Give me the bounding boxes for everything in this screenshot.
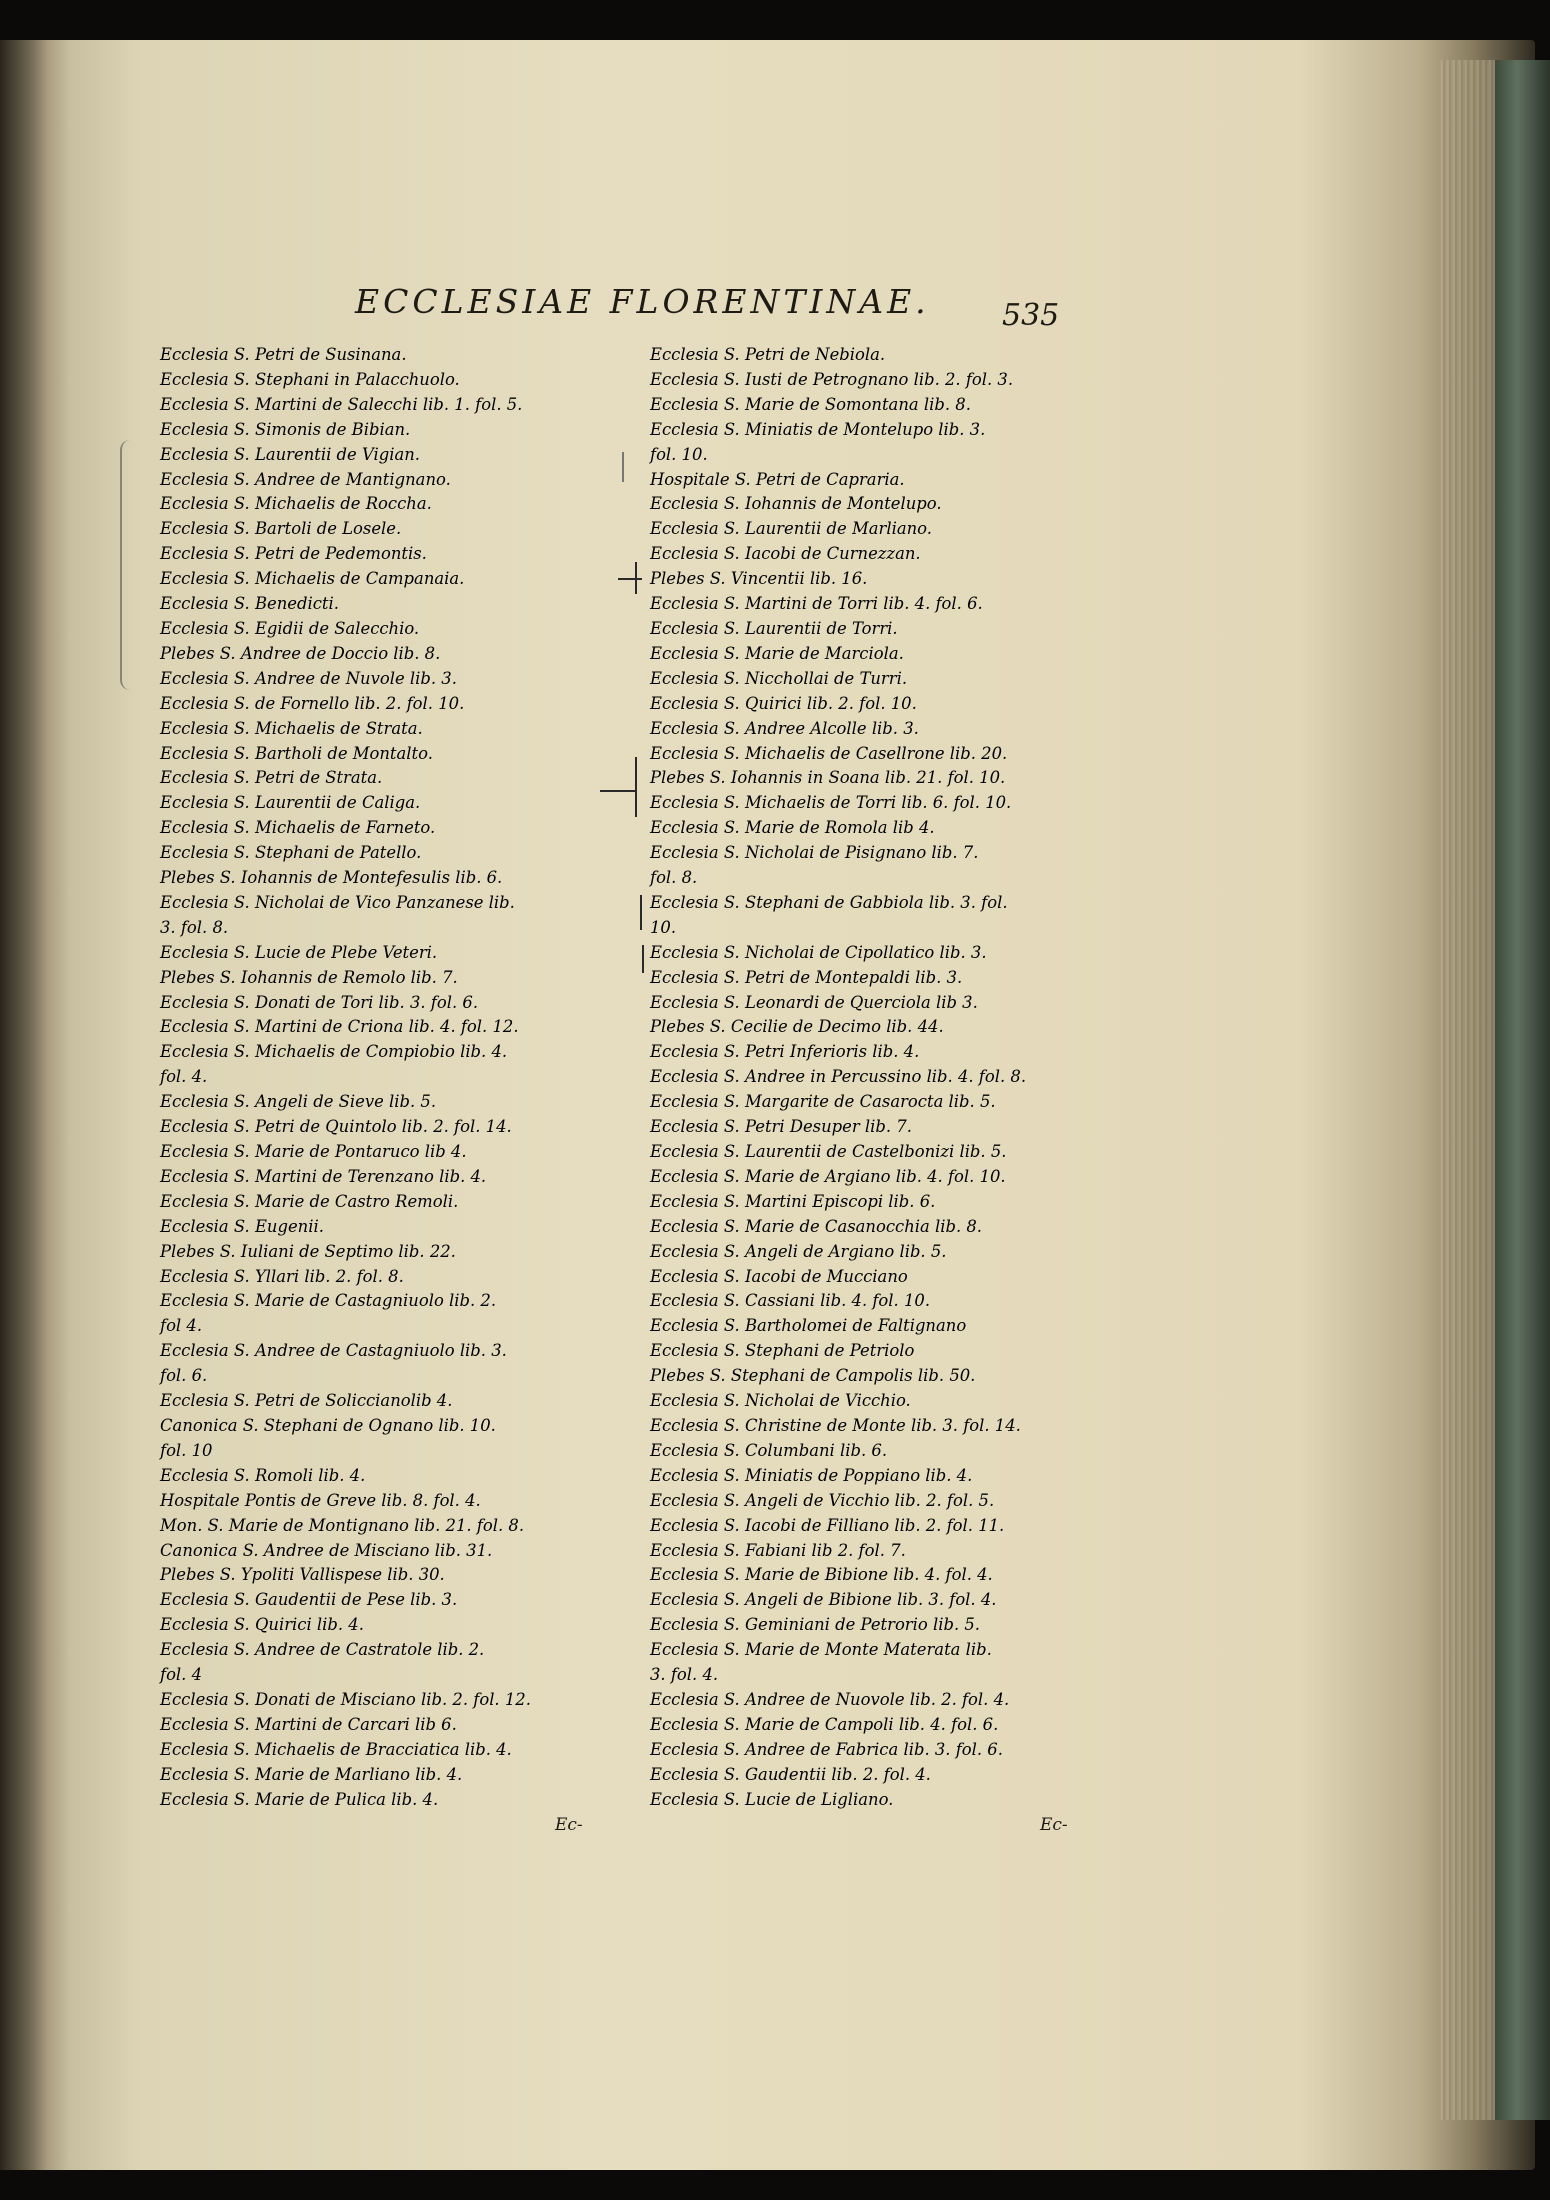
register-entry: Ecclesia S. Nicholai de Cipollatico lib. 3. [650,942,987,962]
register-entry: Ecclesia S. Bartoli de Losele. [160,519,402,539]
margin-mark [618,578,642,580]
register-entry: Ecclesia S. Marie de Marciola. [650,643,904,663]
register-entry: Ecclesia S. Lucie de Plebe Veteri. [160,942,438,962]
register-entry: Ecclesia S. Benedicti. [160,594,339,614]
register-entry: Ecclesia S. Gaudentii de Pese lib. 3. [160,1590,458,1610]
register-entry: Ecclesia S. Donati de Tori lib. 3. fol. 6. [160,992,479,1012]
register-entry: Ecclesia S. Iacobi de Curnezzan. [650,544,921,564]
register-entry: Plebes S. Iohannis de Montefesulis lib. 6. [160,868,503,888]
register-entry: Ecclesia S. Miniatis de Poppiano lib. 4. [650,1465,973,1485]
margin-mark [635,757,637,817]
register-entry: Plebes S. Cecilie de Decimo lib. 44. [650,1017,944,1037]
register-entry: Ecclesia S. Stephani in Palacchuolo. [160,369,460,389]
register-entry: Ecclesia S. Marie de Romola lib 4. [650,818,935,838]
register-entry: Ecclesia S. Iacobi de Filliano lib. 2. fol. 11. [650,1515,1005,1535]
register-entry: fol. 8. [650,868,698,888]
register-entry: fol. 10. [650,444,708,464]
register-entry: Plebes S. Iohannis de Remolo lib. 7. [160,967,458,987]
register-entry: Ecclesia S. Iacobi de Mucciano [650,1266,908,1286]
register-entry: Ecclesia S. Simonis de Bibian. [160,419,411,439]
register-entry: Ecclesia S. Marie de Casanocchia lib. 8. [650,1216,983,1236]
register-entry: 3. fol. 8. [160,917,229,937]
register-entry: Plebes S. Iuliani de Septimo lib. 22. [160,1241,456,1261]
register-entry: Ecclesia S. Yllari lib. 2. fol. 8. [160,1266,404,1286]
register-entry: Ecclesia S. Andree de Mantignano. [160,469,451,489]
margin-pencil-bracket [120,440,134,690]
register-entry: Ecclesia S. Michaelis de Campanaia. [160,569,465,589]
register-entry: Ecclesia S. Marie de Pulica lib. 4. [160,1789,439,1809]
register-entry: Ecclesia S. Marie de Castagniuolo lib. 2. [160,1291,497,1311]
register-entry: Ecclesia S. Marie de Argiano lib. 4. fol. 10. [650,1166,1006,1186]
register-entry: Ecclesia S. Martini Episcopi lib. 6. [650,1191,936,1211]
register-entry: Ecclesia S. Marie de Monte Materata lib. [650,1640,992,1660]
page-header: ECCLESIAE FLORENTINAE. [355,282,930,321]
register-entry: Ecclesia S. Andree in Percussino lib. 4. fol. 8. [650,1067,1027,1087]
register-entry: Ecclesia S. Nicholai de Vicchio. [650,1391,911,1411]
register-entry: Ecclesia S. Petri de Pedemontis. [160,544,427,564]
register-entry: Ecclesia S. Laurentii de Torri. [650,618,898,638]
register-entry: Ecclesia S. Quirici lib. 2. fol. 10. [650,693,917,713]
register-entry: Ecclesia S. Petri de Quintolo lib. 2. fol. 14. [160,1117,512,1137]
register-entry: Canonica S. Andree de Misciano lib. 31. [160,1540,493,1560]
register-entry: Canonica S. Stephani de Ognano lib. 10. [160,1415,496,1435]
register-entry: Ecclesia S. Donati de Misciano lib. 2. fol. 12. [160,1689,531,1709]
register-entry: Ecclesia S. Stephani de Petriolo [650,1341,915,1361]
register-entry: Ecclesia S. Romoli lib. 4. [160,1465,366,1485]
register-entry: Ecclesia S. Quirici lib. 4. [160,1615,364,1635]
register-entry: Plebes S. Andree de Doccio lib. 8. [160,643,441,663]
register-entry: fol. 6. [160,1366,208,1386]
register-entry: Ecclesia S. Petri de Strata. [160,768,383,788]
register-entry: Ecclesia S. Michaelis de Compiobio lib. 4. [160,1042,508,1062]
register-entry: Ecclesia S. Martini de Carcari lib 6. [160,1714,457,1734]
register-entry: Ecclesia S. Andree de Fabrica lib. 3. fol. 6. [650,1739,1003,1759]
register-entry: Ecclesia S. Andree Alcolle lib. 3. [650,718,919,738]
register-entry: Ecclesia S. Michaelis de Casellrone lib. 20. [650,743,1008,763]
register-entry: Ecclesia S. Iusti de Petrognano lib. 2. fol. 3. [650,369,1014,389]
register-entry: Ecclesia S. Nicholai de Pisignano lib. 7. [650,843,979,863]
register-entry: Ecclesia S. Fabiani lib 2. fol. 7. [650,1540,906,1560]
register-entry: Ecclesia S. Marie de Somontana lib. 8. [650,394,971,414]
register-entry: Ecclesia S. Nicholai de Vico Panzanese lib. [160,892,515,912]
left-column [160,343,660,1812]
register-entry: Plebes S. Vincentii lib. 16. [650,569,868,589]
book-gutter [0,40,48,2170]
margin-mark [600,790,636,792]
register-entry: Ecclesia S. Michaelis de Strata. [160,718,423,738]
register-entry: Ecclesia S. Nicchollai de Turri. [650,668,908,688]
register-entry: Ecclesia S. Andree de Nuovole lib. 2. fol. 4. [650,1689,1010,1709]
right-column [650,343,1105,1812]
book-cover-edge [1495,60,1550,2120]
register-entry: Ecclesia S. Marie de Pontaruco lib 4. [160,1142,467,1161]
register-entry: Ecclesia S. Columbani lib. 6. [650,1440,888,1460]
register-entry: Ecclesia S. Laurentii de Castelbonizi lib. 5. [650,1142,1007,1161]
register-entry: Ecclesia S. Angeli de Sieve lib. 5. [160,1092,437,1112]
register-entry: Ecclesia S. Miniatis de Montelupo lib. 3. [650,419,986,439]
register-entry: Plebes S. Stephani de Campolis lib. 50. [650,1366,976,1386]
register-entry: Ecclesia S. Bartholi de Montalto. [160,743,433,763]
margin-mark [622,452,624,482]
register-entry: Ecclesia S. Geminiani de Petrorio lib. 5. [650,1615,980,1635]
register-entry: Ecclesia S. Martini de Torri lib. 4. fol. 6. [650,594,983,614]
register-entry: Ecclesia S. Lucie de Ligliano. [650,1789,894,1809]
margin-mark [642,945,644,973]
register-entry: Ecclesia S. Laurentii de Caliga. [160,793,421,813]
register-entry: Ecclesia S. Laurentii de Vigian. [160,444,421,464]
register-entry: Ecclesia S. Marie de Bibione lib. 4. fol. 4. [650,1565,993,1585]
register-entry: Ecclesia S. Andree de Castratole lib. 2. [160,1640,485,1660]
register-entry: fol. 10 [160,1440,213,1460]
register-entry: Ecclesia S. Petri de Susinana. [160,345,407,364]
register-entry: Ecclesia S. Marie de Castro Remoli. [160,1191,459,1211]
register-entry: Ecclesia S. Eugenii. [160,1216,324,1236]
register-entry: Ecclesia S. Martini de Terenzano lib. 4. [160,1166,487,1186]
register-entry: Mon. S. Marie de Montignano lib. 21. fol. 8. [160,1515,525,1535]
register-entry: Ecclesia S. Martini de Criona lib. 4. fol. 12. [160,1017,519,1037]
register-entry: 3. fol. 4. [650,1665,719,1685]
register-entry: Hospitale Pontis de Greve lib. 8. fol. 4. [160,1490,481,1510]
register-entry: Ecclesia S. Petri Inferioris lib. 4. [650,1042,920,1062]
register-entry: Ecclesia S. Michaelis de Bracciatica lib. 4. [160,1739,512,1759]
register-entry: fol 4. [160,1316,203,1336]
register-entry: Ecclesia S. Stephani de Gabbiola lib. 3. fol. [650,892,1008,912]
register-entry: Ecclesia S. Petri Desuper lib. 7. [650,1117,912,1137]
register-entry: Ecclesia S. Gaudentii lib. 2. fol. 4. [650,1764,931,1784]
register-entry: Ecclesia S. Petri de Nebiola. [650,345,886,364]
register-entry: Ecclesia S. Angeli de Bibione lib. 3. fol. 4. [650,1590,997,1610]
register-entry: fol. 4 [160,1665,203,1685]
register-entry: Ecclesia S. Martini de Salecchi lib. 1. fol. 5. [160,394,523,414]
register-entry: 10. [650,917,677,937]
register-entry: Ecclesia S. Petri de Montepaldi lib. 3. [650,967,963,987]
register-entry: Ecclesia S. Angeli de Argiano lib. 5. [650,1241,947,1261]
register-entry: Hospitale S. Petri de Capraria. [650,469,905,489]
register-entry: Ecclesia S. Michaelis de Roccha. [160,494,432,514]
register-entry: Ecclesia S. Marie de Marliano lib. 4. [160,1764,463,1784]
register-entry: Ecclesia S. Christine de Monte lib. 3. fol. 14. [650,1415,1021,1435]
register-entry: Ecclesia S. de Fornello lib. 2. fol. 10. [160,693,465,713]
register-entry: Ecclesia S. Cassiani lib. 4. fol. 10. [650,1291,931,1311]
register-entry: Ecclesia S. Marie de Campoli lib. 4. fol. 6. [650,1714,999,1734]
register-entry: Ecclesia S. Egidii de Salecchio. [160,618,420,638]
register-entry: Ecclesia S. Leonardi de Querciola lib 3. [650,992,978,1012]
register-entry: fol. 4. [160,1067,208,1087]
catchword-right: Ec- [1040,1815,1068,1835]
catchword-left: Ec- [555,1815,583,1835]
register-entry: Ecclesia S. Angeli de Vicchio lib. 2. fol. 5. [650,1490,995,1510]
register-entry: Ecclesia S. Andree de Nuvole lib. 3. [160,668,457,688]
register-entry: Ecclesia S. Petri de Soliccianolib 4. [160,1391,453,1411]
register-entry: Plebes S. Ypoliti Vallispese lib. 30. [160,1565,445,1585]
register-entry: Ecclesia S. Laurentii de Marliano. [650,519,932,539]
page-number: 535 [1002,298,1060,333]
register-entry: Ecclesia S. Bartholomei de Faltignano [650,1316,967,1336]
register-entry: Ecclesia S. Stephani de Patello. [160,843,422,863]
register-entry: Plebes S. Iohannis in Soana lib. 21. fol. 10. [650,768,1006,788]
register-entry: Ecclesia S. Iohannis de Montelupo. [650,494,942,514]
register-entry: Ecclesia S. Margarite de Casarocta lib. 5. [650,1092,996,1112]
register-entry: Ecclesia S. Michaelis de Farneto. [160,818,436,838]
register-entry: Ecclesia S. Michaelis de Torri lib. 6. fol. 10. [650,793,1012,813]
register-entry: Ecclesia S. Andree de Castagniuolo lib. 3. [160,1341,507,1361]
margin-mark [640,895,642,930]
